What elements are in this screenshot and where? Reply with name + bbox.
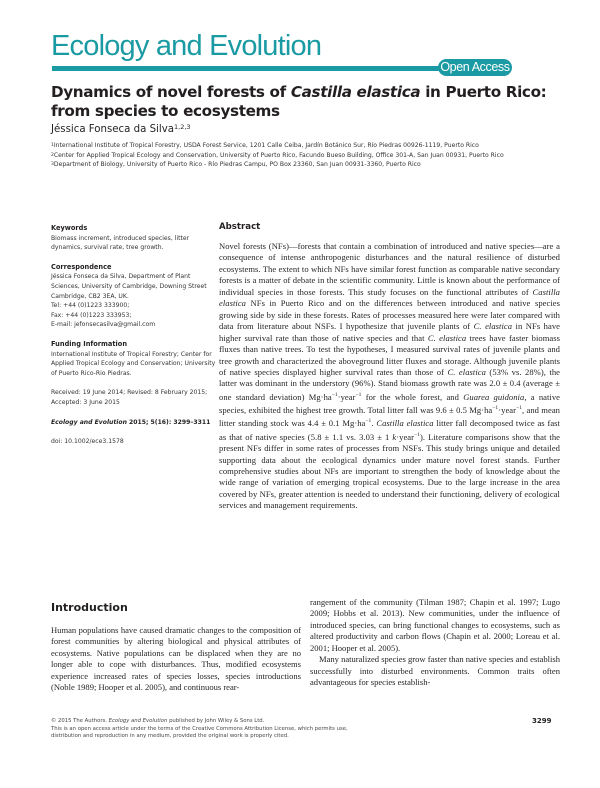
abstract-heading: Abstract [219, 222, 261, 232]
keywords-block [51, 224, 216, 253]
author-name: Jéssica Fonseca da Silva [51, 124, 174, 135]
funding-block [51, 340, 216, 378]
affiliation-item [51, 141, 561, 151]
abstract-text: Novel forests (NFs)—forests that contain a combination of introduced and native species—are a consequence of intense anthropogenic disturbances and the natural resilience of disturbed ecosystems. The extent to which NFs have similar forest function as comparable native secondary forests is a matter of debate in the scientific community. Little is known about the performance of individual species in those forests. This study focuses on the functional attributes of Castilla elastica NFs in Puerto Rico and on the differences between introduced and native species growing side by side in these forests. Rates of processes measured here were later compared with data from literature about NSFs. I hypothesize that juvenile plants of C. elastica in NFs have higher survival rate than those of native species and that C. elastica trees have faster biomass fluxes than native trees. To test the hypotheses, I measured survival rates of juvenile plants and tree growth and characterized the aboveground litter fluxes and storage. Although juvenile plants of native species displayed higher survival rates than those of C. elastica (53% vs. 28%), the latter was dominant in the understory (96%). Stand biomass growth rate was 2.0 ± 0.4 (average ± one standard deviation) $Mg\cdot ha^{-1}\cdot year^{-1}$ for the whole forest, and Guarea guidonia, a native species, exhibited the highest tree growth. Total litter fall was 9.6 ± 0.5 $Mg\cdot ha^{-1}\cdot year^{-1}$, and mean litter standing stock was 4.4 ± 0.1 $Mg\cdot ha^{-1}$. Castilla elastica litter fall decomposed twice as fast as that of native species (5.8 ± 1.1 vs. 3.03 ± 1 k·year$^{-1}$). Literature comparisons show that the present NFs differ in some rates of processes from NSFs. This study brings unique and detailed supporting data about the ecological dynamics under mature novel forest stands. Further comprehensive studies about NFs are important to strengthen the body of knowledge about the wide range of variation of emerging tropical ecosystems. Due to the large increase in the area covered by NFs, greater attention is needed to understand their functioning, delivery of ecological services and management requirements. [219, 241, 561, 511]
correspondence-heading: Correspondence [51, 262, 112, 271]
funding-heading: Funding Information [51, 339, 128, 348]
abstract-section [219, 221, 560, 512]
affiliation-text: International Institute of Tropical Forestry, USDA Forest Service, 1201 Calle Ceiba, Jardín Botánico Sur, Río Piedras 00926-1119, Puerto Rico [53, 142, 479, 149]
article-info-sidebar [51, 224, 216, 457]
citation-journal-name: Ecology and Evolution [51, 418, 127, 426]
author-line [51, 124, 191, 135]
doi[interactable]: doi: 10.1002/ece3.1578 [51, 438, 124, 446]
title-part-2: in Puerto Rico: from species to ecosystems [51, 83, 547, 120]
license-line: distribution and reproduction in any medium, provided the original work is properly cited. [51, 733, 289, 739]
funding-text: International Institute of Tropical Forestry; Center for Applied Tropical Ecology and Conservation; University of Puerto Rico-Rio Piedras. [51, 350, 216, 377]
title-species-italic: Castilla elastica [290, 83, 421, 101]
affiliation-text: Center for Applied Tropical Ecology and Conservation, University of Puerto Rico, Facundo Bueso Building, Office 301-A, San Juan 00931, Puerto Rico [53, 151, 504, 159]
intro-left-column [51, 625, 301, 694]
affiliation-number: 1 [51, 143, 54, 148]
citation-volume-pages: 2015; 5(16): 3299–3311 [126, 418, 211, 426]
correspondence-email[interactable]: E-mail: jefonsecasilva@gmail.com [51, 321, 156, 329]
keywords-heading: Keywords [51, 224, 88, 232]
correspondence-tel: Tel: +44 (0)1223 333900; [51, 302, 130, 310]
affiliation-number: 2 [51, 152, 54, 158]
article-title [51, 83, 561, 121]
intro-paragraph: Many naturalized species grow faster than native species and establish successfully into disturbed environments. Common traits often advantageous for species establish- [310, 654, 560, 688]
intro-right-column [310, 597, 560, 689]
correspondence-block [51, 263, 216, 330]
keywords-text: Biomass increment, introduced species, litter dynamics, survival rate, tree growth. [51, 234, 190, 252]
author-affiliation-marks: 1,2,3 [174, 123, 191, 131]
affiliations [51, 141, 561, 170]
affiliation-number: 3 [51, 162, 54, 167]
intro-paragraph: Human populations have caused dramatic changes to the composition of forest communities by altering biological and physical attributes of ecosystems. Native populations can be displaced when they are no longer able to cope with disturbances. Thus, modified ecosystems experience increased rates of species losses, species introductions (Noble 1989; Hooper et al. 2005), and continuous rear- [51, 625, 301, 693]
introduction-heading: Introduction [51, 601, 128, 614]
header-divider-bar [52, 66, 442, 71]
affiliation-text: Department of Biology, University of Puerto Rico - Río Piedras Campu, PO Box 23360, San Juan 00931-3360, Puerto Rico [53, 161, 421, 168]
title-part-1: Dynamics of novel forests of [51, 83, 291, 101]
correspondence-fax: Fax: +44 (0)1223 333953; [51, 311, 132, 319]
journal-citation [51, 418, 216, 428]
dates-block: Received: 19 June 2014; Revised: 8 February 2015; Accepted: 3 June 2015 [51, 389, 208, 406]
page-number: 3299 [532, 717, 552, 725]
open-access-badge: Open Access [438, 59, 512, 76]
license-line: This is an open access article under the terms of the Creative Commons Attribution License, which permits use, [51, 725, 348, 732]
page-footer [51, 718, 411, 741]
journal-title: Ecology and Evolution [51, 30, 322, 62]
correspondence-address: Jéssica Fonseca da Silva, Department of Plant Sciences, University of Cambridge, Downing Street Cambridge, CB2 3EA, UK. [51, 273, 207, 300]
affiliation-item [51, 151, 561, 161]
copyright-line: © 2015 The Authors. Ecology and Evolution published by John Wiley & Sons Ltd. [51, 718, 265, 724]
intro-paragraph: rangement of the community (Tilman 1987; Chapin et al. 1997; Lugo 2009; Hobbs et al. 2013). New communities, under the influence of introduced species, can bring functional changes to ecosystems, such as altered productivity and carbon flows (Chapin et al. 2000; Loreau et al. 2001; Hooper et al. 2005). [310, 597, 560, 653]
affiliation-item [51, 160, 561, 170]
